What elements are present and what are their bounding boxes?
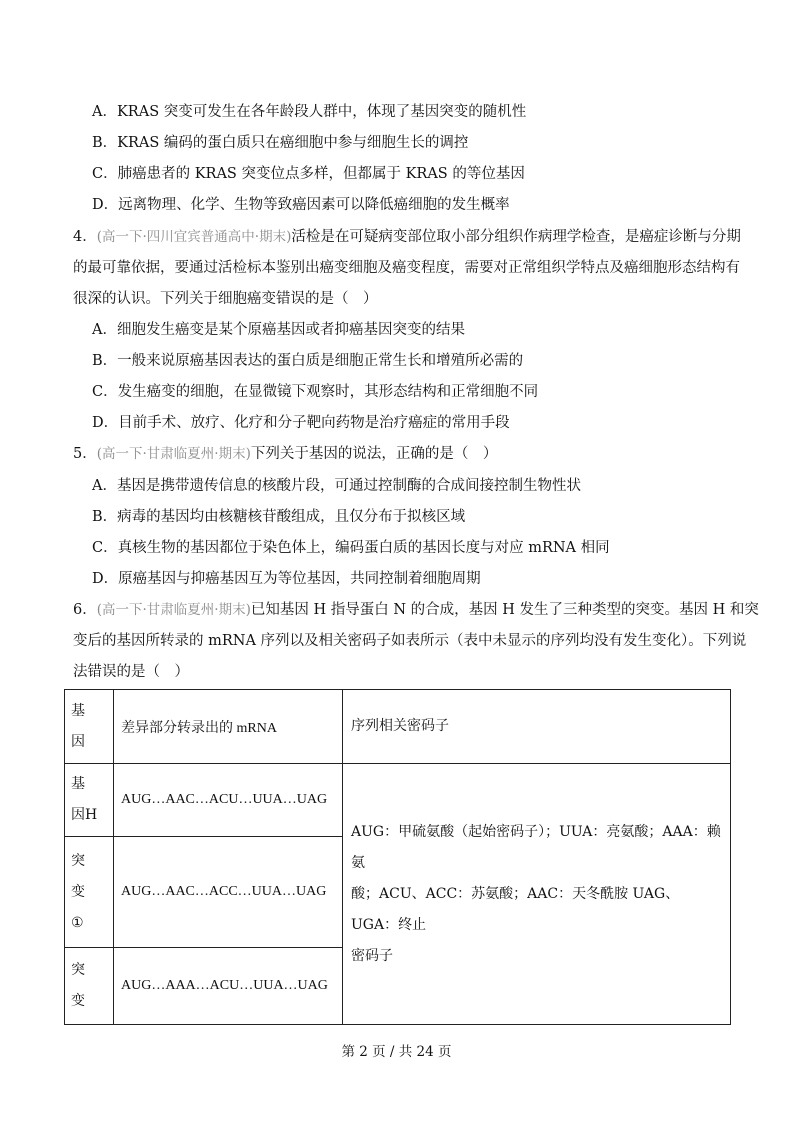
row3-mrna: AUG…AAA…ACU…UUA…UAG: [114, 948, 343, 1025]
q5-number: 5．: [73, 446, 97, 462]
page-footer: 第 2 页 / 共 24 页: [341, 1044, 452, 1060]
q4-number: 4．: [73, 229, 97, 245]
cell-text-line: 变: [71, 883, 85, 900]
header-codons: 序列相关密码子: [343, 690, 731, 764]
q5-source: (高一下·甘肃临夏州·期末): [96, 446, 251, 462]
q3-option-a: A．KRAS 突变可发生在各年龄段人群中，体现了基因突变的随机性: [92, 104, 527, 120]
q5-option-b: B．病毒的基因均由核糖核苷酸组成，且仅分布于拟核区域: [92, 509, 466, 525]
q5-option-d: D．原癌基因与抑癌基因互为等位基因，共同控制着细胞周期: [92, 571, 481, 587]
q4-source: (高一下·四川宜宾普通高中·期末): [96, 229, 292, 245]
q5-option-a: A．基因是携带遗传信息的核酸片段，可通过控制酶的合成间接控制生物性状: [92, 478, 581, 494]
cell-text-line: 因H: [71, 807, 98, 823]
q6-stem-line1: [73, 600, 759, 620]
gene-table: [64, 689, 731, 1025]
codon-line3: 密码子: [351, 947, 393, 964]
cell-text-line: 因: [71, 733, 85, 750]
table-row: [65, 764, 731, 837]
header-gene: [65, 690, 114, 764]
q6-stem-line3: 法错误的是（ ）: [73, 664, 189, 680]
cell-text-line: 变: [71, 993, 85, 1009]
row3-gene: [65, 948, 114, 1025]
q3-option-c: C．肺癌患者的 KRAS 突变位点多样，但都属于 KRAS 的等位基因: [92, 166, 525, 182]
q4-stem-line3: 很深的认识。下列关于细胞癌变错误的是（ ）: [73, 291, 378, 307]
cell-text-line: ①: [71, 914, 84, 931]
q4-option-b: B．一般来说原癌基因表达的蛋白质是细胞正常生长和增殖所必需的: [92, 353, 524, 369]
row1-mrna: AUG…AAC…ACU…UUA…UAG: [114, 764, 343, 837]
q4-option-a: A．细胞发生癌变是某个原癌基因或者抑癌基因突变的结果: [92, 322, 465, 338]
q4-stem-line2: 的最可靠依据，要通过活检标本鉴别出癌变细胞及癌变程度，需要对正常组织学特点及癌细胞形态结构有: [73, 260, 740, 276]
row2-mrna: AUG…AAC…ACC…UUA…UAG: [114, 837, 343, 948]
codon-text: [351, 817, 724, 972]
q6-stem-text: 已知基因 H 指导蛋白 N 的合成，基因 H 发生了三种类型的突变。基因 H 和突: [250, 602, 759, 618]
cell-text-line: 基: [71, 702, 85, 719]
q3-option-d: D．远离物理、化学、生物等致癌因素可以降低癌细胞的发生概率: [92, 197, 510, 213]
q6-stem-line2: 变后的基因所转录的 mRNA 序列以及相关密码子如表所示（表中未显示的序列均没有发生变化）。下列说: [73, 633, 747, 649]
q4-option-d: D．目前手术、放疗、化疗和分子靶向药物是治疗癌症的常用手段: [92, 415, 510, 431]
cell-text-line: 基: [71, 776, 85, 792]
q3-option-b: B．KRAS 编码的蛋白质只在癌细胞中参与细胞生长的调控: [92, 135, 469, 151]
q4-option-c: C．发生癌变的细胞，在显微镜下观察时，其形态结构和正常细胞不同: [92, 384, 539, 400]
q6-number: 6．: [73, 602, 97, 618]
codon-cell: [343, 764, 731, 1025]
codon-line1: AUG：甲硫氨酸（起始密码子）；UUA：亮氨酸；AAA：赖氨: [351, 823, 721, 871]
cell-text-line: 突: [71, 962, 85, 978]
codon-line2: 酸；ACU、ACC：苏氨酸；AAC：天冬酰胺 UAG、UGA：终止: [351, 885, 680, 933]
q5-stem-text: 下列关于基因的说法，正确的是（ ）: [250, 446, 498, 462]
table-header-row: [65, 690, 731, 764]
row2-gene: [65, 837, 114, 948]
q6-source: (高一下·甘肃临夏州·期末): [96, 602, 251, 618]
cell-text-line: 突: [71, 852, 85, 869]
q5-stem-line1: [73, 444, 497, 464]
q4-stem-line1: [73, 227, 741, 247]
header-mrna: 差异部分转录出的 mRNA: [114, 690, 343, 764]
q4-stem-text: 活检是在可疑病变部位取小部分组织作病理学检查，是癌症诊断与分期: [291, 229, 741, 245]
header-gene-text: [71, 696, 113, 758]
row1-gene: [65, 764, 114, 837]
q5-option-c: C．真核生物的基因都位于染色体上，编码蛋白质的基因长度与对应 mRNA 相同: [92, 540, 610, 556]
